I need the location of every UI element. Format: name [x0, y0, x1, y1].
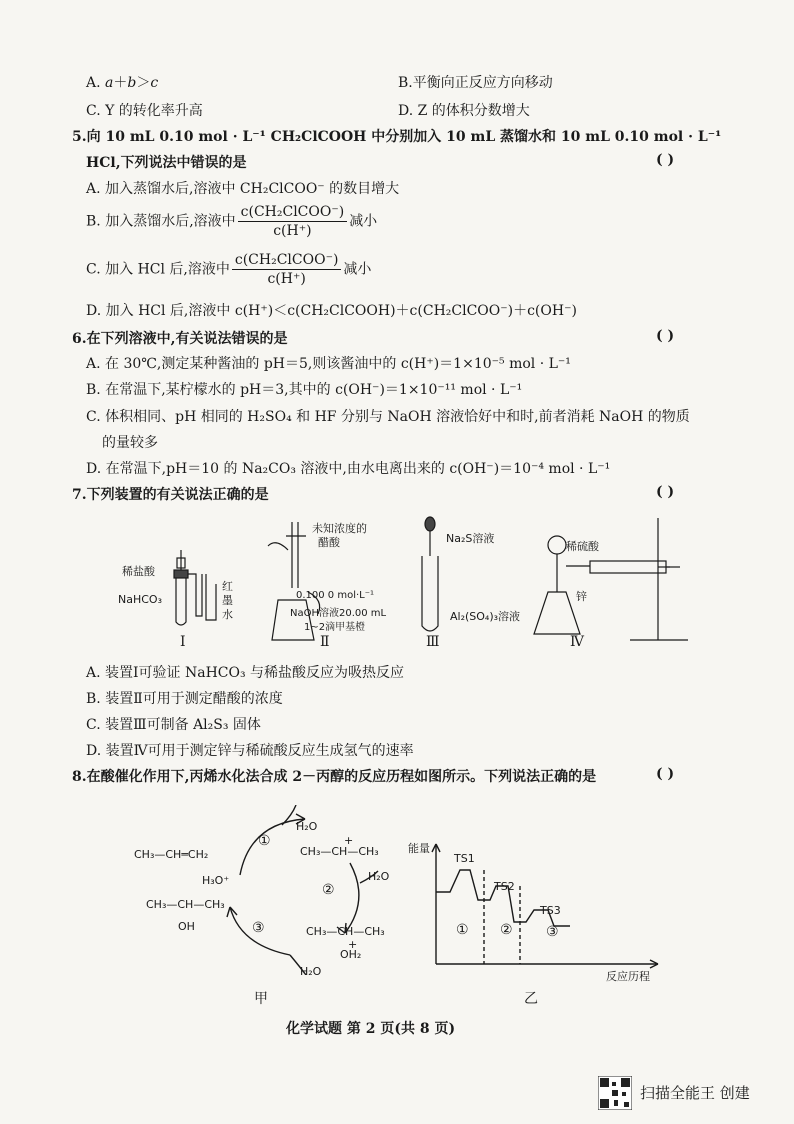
q7-option-c: C. 装置Ⅲ可制备 Al₂S₃ 固体 [86, 717, 261, 733]
alcohol-label: CH₃—CH—CH₃ [146, 898, 225, 911]
q5-stem-line1: 5.向 10 mL 0.10 mol · L⁻¹ CH₂ClCOOH 中分别加入 10 mL 蒸馏水和 10 mL 0.10 mol · L⁻¹ [72, 129, 722, 145]
flask-4 [534, 592, 580, 634]
q6-option-c-line1: C. 体积相同、pH 相同的 H₂SO₄ 和 HF 分别与 NaOH 溶液恰好中和时,前者消耗 NaOH 的物质 [86, 409, 690, 425]
q5-answer-paren: ( ) [656, 152, 675, 168]
h2o-bottom-label: H₂O [300, 965, 322, 978]
q8-answer-paren: ( ) [656, 766, 675, 782]
u-tube-right [206, 574, 216, 620]
fig1-acid-label: 稀盐酸 [122, 565, 155, 578]
fig1-ink-label-1: 红 [222, 580, 233, 593]
q5-option-b: B. 加入蒸馏水后,溶液中 $\frac{\text{c(CH₂ClCOO⁻)}}{c(H^+)}$ 减小 [86, 204, 378, 239]
fraction: $\frac{\text{c(CH₂ClCOO⁻)}}{c(H^+)}$ [238, 204, 348, 239]
ts2-label: TS2 [494, 880, 515, 893]
fig4-zn-label: 锌 [576, 590, 587, 603]
q6-answer-paren: ( ) [656, 328, 675, 344]
separatory-funnel [548, 536, 566, 554]
stopper [174, 570, 188, 578]
scanner-watermark: 扫描全能王 创建 [640, 1084, 750, 1102]
ts1-label: TS1 [454, 852, 475, 865]
q4-option-a: A. a＋b＞c [86, 75, 159, 91]
energy-step-1: ① [456, 922, 469, 938]
fig1-salt-label: NaHCO₃ [118, 593, 162, 606]
ts3-label: TS3 [540, 904, 561, 917]
q6-option-c-line2: 的量较多 [102, 435, 158, 451]
h3o-label: H₃O⁺ [202, 874, 230, 887]
q4-option-d: D. Z 的体积分数增大 [398, 103, 530, 119]
page-footer: 化学试题 第 2 页(共 8 页) [286, 1021, 456, 1037]
fig2-top-label-2: 醋酸 [318, 536, 340, 549]
cation-plus: + [344, 834, 354, 847]
fig1-ink-label-3: 水 [222, 608, 233, 621]
q6-stem: 6.在下列溶液中,有关说法错误的是 [72, 331, 288, 347]
q7-stem: 7.下列装置的有关说法正确的是 [72, 487, 269, 503]
fig2-number: Ⅱ [320, 634, 330, 650]
figure-yi-label: 乙 [524, 991, 538, 1007]
q6-option-b: B. 在常温下,某柠檬水的 pH＝3,其中的 c(OH⁻)＝1×10⁻¹¹ mol · L⁻¹ [86, 382, 523, 398]
q8-cycle-diagram [200, 805, 390, 975]
fig4-number: Ⅳ [570, 634, 584, 650]
arc-step-2 [345, 863, 359, 933]
q8-stem: 8.在酸催化作用下,丙烯水化法合成 2－丙醇的反应历程如图所示。下列说法正确的是 [72, 769, 597, 785]
h2o-top-label: H₂O [296, 820, 318, 833]
cycle-step-2: ② [322, 882, 335, 898]
q7-option-b: B. 装置Ⅱ可用于测定醋酸的浓度 [86, 691, 283, 707]
fig2-label-1: 0.100 0 mol·L⁻¹ [296, 590, 375, 601]
energy-axis-label: 能量 [408, 842, 430, 855]
q6-option-d: D. 在常温下,pH＝10 的 Na₂CO₃ 溶液中,由水电离出来的 c(OH⁻)＝10⁻⁴ mol · L⁻¹ [86, 461, 611, 477]
test-tube [176, 578, 186, 625]
reaction-axis-label: 反应历程 [606, 970, 650, 983]
q6-option-a: A. 在 30℃,测定某种酱油的 pH＝5,则该酱油中的 c(H⁺)＝1×10⁻⁵ mol · L⁻¹ [86, 356, 571, 372]
fig3-number: Ⅲ [426, 634, 440, 650]
u-tube [188, 574, 202, 616]
cation-label: CH₃—CH—CH₃ [300, 845, 379, 858]
syringe [590, 561, 666, 573]
q7-option-d: D. 装置Ⅳ可用于测定锌与稀硫酸反应生成氢气的速率 [86, 743, 414, 759]
hand [268, 543, 288, 550]
q5-option-d: D. 加入 HCl 后,溶液中 c(H⁺)＜c(CH₂ClCOOH)＋c(CH₂ClCOO⁻)＋c(OH⁻) [86, 303, 577, 319]
q5-option-a: A. 加入蒸馏水后,溶液中 CH₂ClCOO⁻ 的数目增大 [86, 181, 400, 197]
fig1-number: Ⅰ [180, 634, 186, 650]
test-tube-3 [422, 556, 438, 631]
fig3-na2s-label: Na₂S溶液 [446, 532, 495, 545]
figure-jia-label: 甲 [254, 991, 268, 1007]
fig4-acid-label: 稀硫酸 [566, 540, 599, 553]
energy-step-3: ③ [546, 924, 559, 940]
fraction: $\frac{\text{c(CH₂ClCOO⁻)}}{c(H^+)}$ [232, 252, 342, 287]
q7-option-a: A. 装置Ⅰ可验证 NaHCO₃ 与稀盐酸反应为吸热反应 [86, 665, 405, 681]
fig2-label-2: NaOH溶液20.00 mL [290, 608, 387, 619]
q5-option-c: C. 加入 HCl 后,溶液中 $\frac{\text{c(CH₂ClCOO⁻)}}{c(H^+)}$ 减小 [86, 252, 372, 287]
fig3-al-label: Al₂(SO₄)₃溶液 [450, 610, 521, 623]
oxonium-label: CH₃—CH—CH₃ [306, 925, 385, 938]
dropper-bulb [425, 517, 435, 531]
energy-step-2: ② [500, 922, 513, 938]
qr-code-icon [598, 1076, 632, 1110]
fig2-top-label-1: 未知浓度的 [312, 522, 367, 535]
propene-label: CH₃—CH═CH₂ [134, 848, 209, 861]
energy-curve [436, 870, 570, 926]
oh-label: OH [178, 920, 195, 933]
oh2-label: OH₂ [340, 948, 362, 961]
cycle-step-3: ③ [252, 920, 265, 936]
h2o-right-label: H₂O [368, 870, 390, 883]
q5-stem-line2: HCl,下列说法中错误的是 [86, 155, 247, 171]
q7-answer-paren: ( ) [656, 484, 675, 500]
cycle-step-1: ① [258, 833, 271, 849]
q4-option-b: B.平衡向正反应方向移动 [398, 75, 553, 91]
q4-option-c: C. Y 的转化率升高 [86, 103, 203, 119]
q7-apparatus-figures [110, 510, 710, 655]
fig2-label-3: 1~2滴甲基橙 [304, 622, 366, 633]
fig1-ink-label-2: 墨 [222, 594, 233, 607]
oxonium-plus: + [348, 938, 358, 951]
